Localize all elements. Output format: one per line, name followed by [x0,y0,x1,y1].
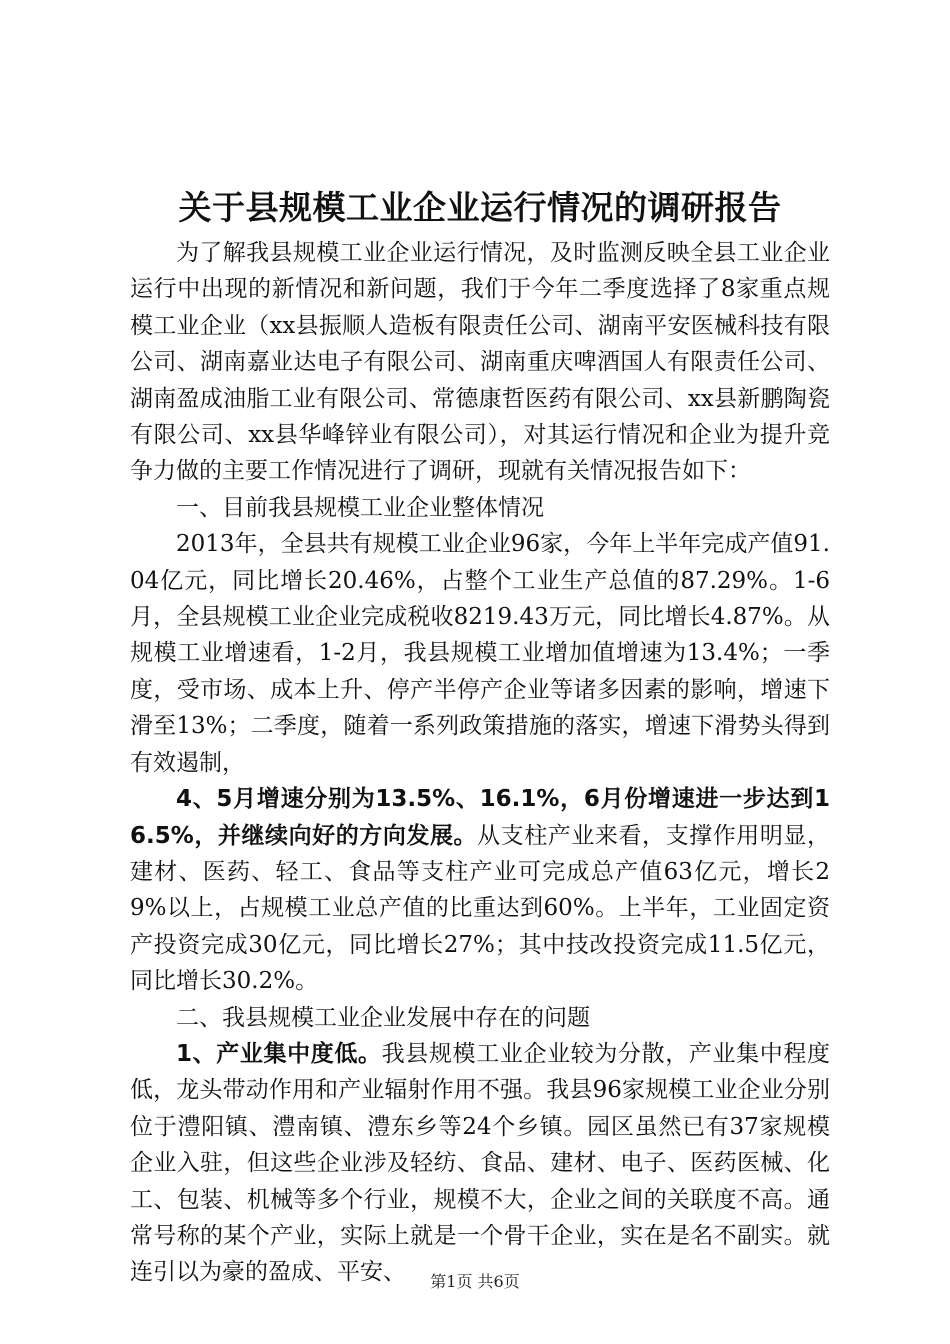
paragraph-growth [130,781,830,999]
paragraph-problem-1-lead: 1、产业集中度低。 [176,1040,382,1067]
document-title: 关于县规模工业企业运行情况的调研报告 [178,188,782,227]
section-heading-2: 二、我县规模工业企业发展中存在的问题 [176,1004,590,1031]
paragraph-intro: 为了解我县规模工业企业运行情况，及时监测反映全县工业企业运行中出现的新情况和新问题，我们于今年二季度选择了8家重点规模工业企业（xx县振顺人造板有限责任公司、湖南平安医械科技有限公司、湖南嘉业达电子有限公司、湖南重庆啤酒国人有限责任公司、湖南盈成油脂工业有限公司、常德康哲医药有限公司、xx县新鹏陶瓷有限公司、xx县华峰锌业有限公司），对其运行情况和企业为提升竞争力做的主要工作情况进行了调研，现就有关情况报告如下： [130,240,830,485]
paragraph-problem-1 [130,1036,830,1291]
paragraph-growth-text: 从支柱产业来看，支撑作用明显，建材、医药、轻工、食品等支柱产业可完成总产值63亿元，增长29%以上，占规模工业总产值的比重达到60%。上半年，工业固定资产投资完成30亿元，同比增长27%；其中技改投资完成11.5亿元，同比增长30.2%。 [130,822,830,995]
paragraph-problem-1-text: 我县规模工业企业较为分散，产业集中程度低，龙头带动作用和产业辐射作用不强。我县96家规模工业企业分别位于澧阳镇、澧南镇、澧东乡等24个乡镇。园区虽然已有37家规模企业入驻，但这些企业涉及轻纺、食品、建材、电子、医药医械、化工、包装、机械等多个行业，规模不大，企业之间的关联度不高。通常号称的某个产业，实际上就是一个骨干企业，实在是名不副实。就连引以为豪的盈成、平安、 [130,1040,830,1286]
page-footer: 第1页 共6页 [430,1272,520,1291]
paragraph-overview: 2013年，全县共有规模工业企业96家，今年上半年完成产值91.04亿元，同比增长20.46%，占整个工业生产总值的87.29%。1-6月，全县规模工业企业完成税收8219.43万元，同比增长4.87%。从规模工业增速看，1-2月，我县规模工业增加值增速为13.4%；一季度，受市场、成本上升、停产半停产企业等诸多因素的影响，增速下滑至13%；二季度，随着一系列政策措施的落实，增速下滑势头得到有效遏制， [130,531,830,776]
paragraph-growth-lead: 4、5月增速分别为13.5%、16.1%，6月份增速进一步达到16.5%，并继续向好的方向发展。 [130,786,830,849]
section-heading-1: 一、目前我县规模工业企业整体情况 [176,494,544,521]
document-body [130,235,830,1291]
